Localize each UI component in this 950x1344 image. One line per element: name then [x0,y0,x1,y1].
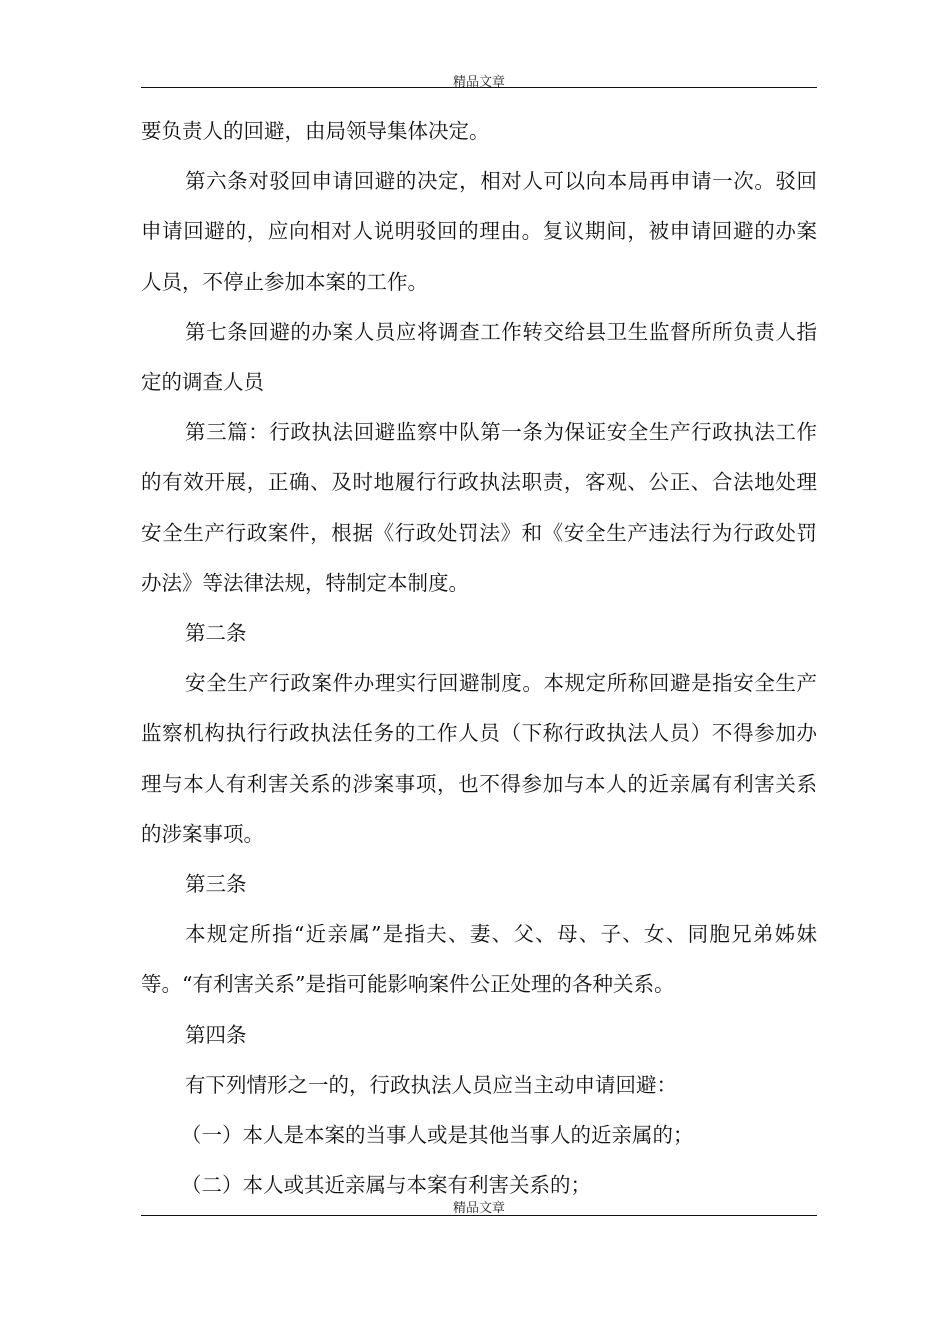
article-4-heading: 第四条 [185,1022,247,1047]
paragraph: 要负责人的回避，由局领导集体决定。 [141,119,490,143]
header-rule [141,87,817,88]
article-2-heading: 第二条 [185,621,247,646]
paragraph-article-2: 安全生产行政案件办理实行回避制度。本规定所称回避是指安全生产监察机构执行行政执法任务的工作人员（下称行政执法人员）不得参加办理与本人有利害关系的涉案事项，也不得参加与本人的近亲属有利害关系的涉案事项。 [141,671,817,846]
paragraph-article-4: 有下列情形之一的，行政执法人员应当主动申请回避： [185,1072,677,1097]
footer-label: 精品文章 [452,1201,505,1216]
header-label: 精品文章 [452,75,505,90]
list-item-1: （一）本人是本案的当事人或是其他当事人的近亲属的； [181,1123,694,1148]
paragraph-article-6: 第六条对驳回申请回避的决定，相对人可以向本局再申请一次。驳回申请回避的，应向相对人说明驳回的理由。复议期间，被申请回避的办案人员，不停止参加本案的工作。 [141,169,817,294]
paragraph-article-3: 本规定所指“近亲属”是指夫、妻、父、母、子、女、同胞兄弟姊妹等。“有利害关系”是指可能影响案件公正处理的各种关系。 [141,922,817,997]
document-body [141,106,817,1210]
list-item-2: （二）本人或其近亲属与本案有利害关系的； [181,1173,591,1198]
article-3-heading: 第三条 [185,872,247,897]
paragraph-article-7: 第七条回避的办案人员应将调查工作转交给县卫生监督所所负责人指定的调查人员 [141,319,817,395]
paragraph-part-3: 第三篇：行政执法回避监察中队第一条为保证安全生产行政执法工作的有效开展，正确、及时地履行行政执法职责，客观、公正、合法地处理安全生产行政案件，根据《行政处罚法》和《安全生产违法行为行政处罚办法》等法律法规，特制定本制度。 [141,420,817,595]
